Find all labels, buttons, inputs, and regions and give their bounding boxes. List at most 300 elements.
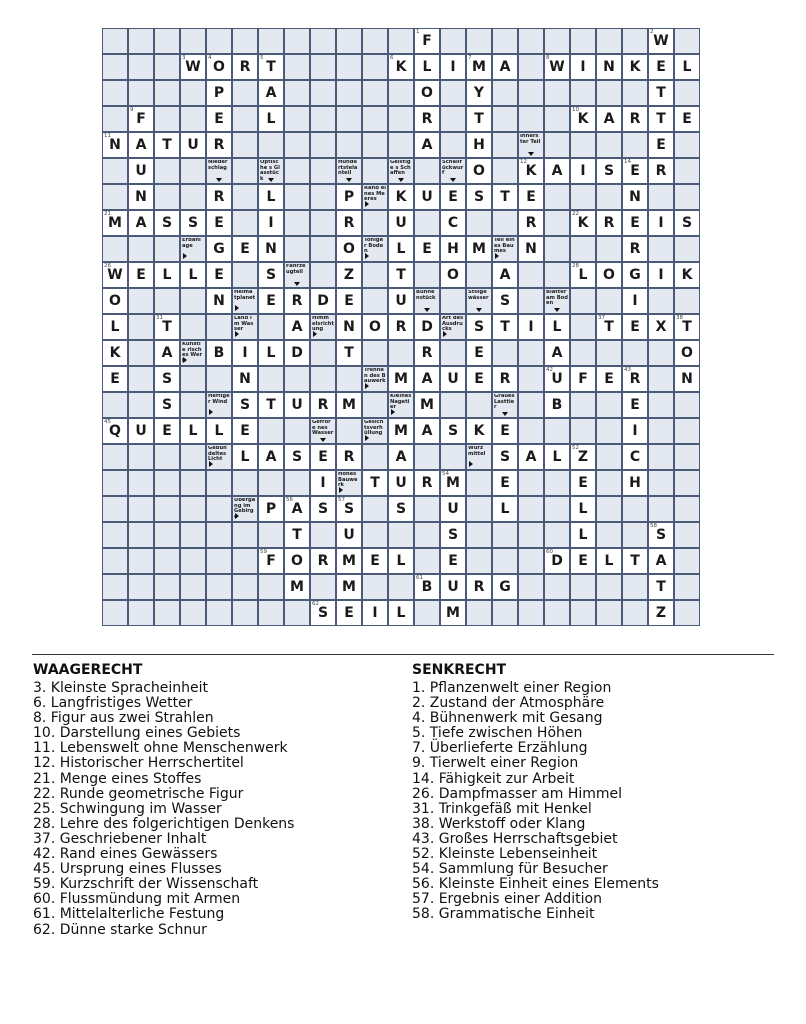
letter-cell[interactable] [388, 210, 414, 236]
letter-cell[interactable] [258, 340, 284, 366]
letter-cell[interactable] [622, 314, 648, 340]
letter-cell[interactable] [570, 158, 596, 184]
letter-cell[interactable] [128, 106, 154, 132]
letter-cell[interactable] [466, 314, 492, 340]
cell-letter: R [239, 59, 251, 75]
letter-cell[interactable] [596, 262, 622, 288]
empty-cell [648, 236, 674, 262]
letter-cell[interactable] [388, 54, 414, 80]
letter-cell[interactable] [622, 54, 648, 80]
empty-cell [362, 80, 388, 106]
letter-cell[interactable] [388, 548, 414, 574]
letter-cell[interactable] [466, 54, 492, 80]
letter-cell[interactable] [232, 392, 258, 418]
letter-cell[interactable] [310, 470, 336, 496]
letter-cell[interactable] [622, 262, 648, 288]
letter-cell[interactable] [258, 444, 284, 470]
across-clue: 8. Figur aus zwei Strahlen [33, 710, 214, 727]
empty-cell [414, 158, 440, 184]
letter-cell[interactable] [128, 418, 154, 444]
letter-cell[interactable] [622, 236, 648, 262]
empty-cell [362, 28, 388, 54]
letter-cell[interactable] [648, 522, 674, 548]
letter-cell[interactable] [466, 366, 492, 392]
letter-cell[interactable] [570, 106, 596, 132]
letter-cell[interactable] [440, 600, 466, 626]
cell-letter: E [474, 371, 484, 387]
cell-letter: T [162, 319, 172, 335]
letter-cell[interactable] [622, 418, 648, 444]
cell-letter: L [552, 449, 562, 465]
letter-cell[interactable] [674, 262, 700, 288]
letter-cell[interactable] [102, 288, 128, 314]
letter-cell[interactable] [336, 262, 362, 288]
letter-cell[interactable] [440, 262, 466, 288]
cell-letter: W [549, 59, 565, 75]
letter-cell[interactable] [258, 80, 284, 106]
letter-cell[interactable] [232, 418, 258, 444]
letter-cell[interactable] [258, 54, 284, 80]
letter-cell[interactable] [492, 366, 518, 392]
letter-cell[interactable] [492, 262, 518, 288]
clue-number: 3 [182, 55, 186, 61]
letter-cell[interactable] [310, 444, 336, 470]
letter-cell[interactable] [648, 574, 674, 600]
letter-cell[interactable] [596, 548, 622, 574]
cell-letter: C [629, 449, 641, 465]
letter-cell[interactable] [206, 132, 232, 158]
letter-cell[interactable] [102, 314, 128, 340]
letter-cell[interactable] [440, 548, 466, 574]
down-clue: 57. Ergebnis einer Addition [412, 891, 602, 908]
letter-cell[interactable] [154, 314, 180, 340]
letter-cell[interactable] [258, 496, 284, 522]
cell-letter: S [317, 605, 329, 621]
letter-cell[interactable] [544, 340, 570, 366]
letter-cell[interactable] [648, 314, 674, 340]
cell-letter: T [266, 397, 276, 413]
letter-cell[interactable] [674, 106, 700, 132]
letter-cell[interactable] [570, 496, 596, 522]
cell-letter: T [500, 189, 510, 205]
letter-cell[interactable] [492, 288, 518, 314]
letter-cell[interactable] [440, 496, 466, 522]
letter-cell[interactable] [206, 418, 232, 444]
letter-cell[interactable] [310, 496, 336, 522]
letter-cell[interactable] [492, 54, 518, 80]
letter-cell[interactable] [648, 28, 674, 54]
letter-cell[interactable] [310, 288, 336, 314]
letter-cell[interactable] [466, 80, 492, 106]
letter-cell[interactable] [388, 314, 414, 340]
letter-cell[interactable] [570, 54, 596, 80]
letter-cell[interactable] [154, 132, 180, 158]
letter-cell[interactable] [388, 366, 414, 392]
letter-cell[interactable] [232, 444, 258, 470]
letter-cell[interactable] [596, 54, 622, 80]
letter-cell[interactable] [518, 314, 544, 340]
letter-cell[interactable] [258, 288, 284, 314]
letter-cell[interactable] [284, 522, 310, 548]
letter-cell[interactable] [362, 470, 388, 496]
letter-cell[interactable] [440, 574, 466, 600]
letter-cell[interactable] [206, 236, 232, 262]
letter-cell[interactable] [284, 574, 310, 600]
letter-cell[interactable] [492, 496, 518, 522]
letter-cell[interactable] [674, 54, 700, 80]
empty-cell [284, 106, 310, 132]
letter-cell[interactable] [622, 548, 648, 574]
empty-cell [518, 522, 544, 548]
letter-cell[interactable] [492, 314, 518, 340]
empty-cell [440, 340, 466, 366]
letter-cell[interactable] [336, 288, 362, 314]
letter-cell[interactable] [336, 210, 362, 236]
empty-cell [258, 600, 284, 626]
letter-cell[interactable] [518, 210, 544, 236]
letter-cell[interactable] [102, 132, 128, 158]
letter-cell[interactable] [544, 314, 570, 340]
letter-cell[interactable] [336, 236, 362, 262]
letter-cell[interactable] [648, 158, 674, 184]
letter-cell[interactable] [310, 548, 336, 574]
empty-cell [622, 80, 648, 106]
letter-cell[interactable] [596, 210, 622, 236]
empty-cell [414, 262, 440, 288]
cell-letter: L [552, 319, 562, 335]
letter-cell[interactable] [154, 366, 180, 392]
letter-cell[interactable] [232, 236, 258, 262]
letter-cell[interactable] [570, 262, 596, 288]
clue-text: Land im Wasser [234, 316, 254, 333]
letter-cell[interactable] [596, 158, 622, 184]
letter-cell[interactable] [258, 548, 284, 574]
letter-cell[interactable] [648, 262, 674, 288]
empty-cell [440, 288, 466, 314]
letter-cell[interactable] [544, 392, 570, 418]
empty-cell [674, 522, 700, 548]
letter-cell[interactable] [388, 418, 414, 444]
letter-cell[interactable] [388, 236, 414, 262]
empty-cell [518, 262, 544, 288]
letter-cell[interactable] [414, 236, 440, 262]
letter-cell[interactable] [206, 54, 232, 80]
letter-cell[interactable] [648, 80, 674, 106]
cell-letter: A [421, 371, 433, 387]
empty-cell [674, 28, 700, 54]
letter-cell[interactable] [622, 184, 648, 210]
cell-letter: N [239, 371, 251, 387]
cell-letter: E [604, 371, 614, 387]
letter-cell[interactable] [180, 132, 206, 158]
letter-cell[interactable] [570, 522, 596, 548]
letter-cell[interactable] [206, 80, 232, 106]
across-clue: 62. Dünne starke Schnur [33, 921, 207, 938]
letter-cell[interactable] [440, 470, 466, 496]
letter-cell[interactable] [206, 288, 232, 314]
letter-cell[interactable] [414, 80, 440, 106]
letter-cell[interactable] [414, 314, 440, 340]
letter-cell[interactable] [648, 106, 674, 132]
letter-cell[interactable] [284, 548, 310, 574]
letter-cell[interactable] [648, 548, 674, 574]
empty-cell [492, 158, 518, 184]
letter-cell[interactable] [622, 470, 648, 496]
letter-cell[interactable] [284, 392, 310, 418]
letter-cell[interactable] [674, 210, 700, 236]
cell-letter: S [161, 371, 173, 387]
letter-cell[interactable] [440, 184, 466, 210]
letter-cell[interactable] [284, 444, 310, 470]
letter-cell[interactable] [414, 574, 440, 600]
letter-cell[interactable] [492, 470, 518, 496]
letter-cell[interactable] [388, 262, 414, 288]
letter-cell[interactable] [466, 236, 492, 262]
letter-cell[interactable] [492, 444, 518, 470]
letter-cell[interactable] [258, 262, 284, 288]
letter-cell[interactable] [388, 288, 414, 314]
letter-cell[interactable] [310, 392, 336, 418]
letter-cell[interactable] [258, 392, 284, 418]
clue-number: 58 [650, 523, 657, 529]
cell-letter: I [242, 345, 248, 361]
letter-cell[interactable] [466, 574, 492, 600]
letter-cell[interactable] [596, 366, 622, 392]
letter-cell[interactable] [232, 54, 258, 80]
letter-cell[interactable] [648, 132, 674, 158]
letter-cell[interactable] [544, 366, 570, 392]
letter-cell[interactable] [674, 340, 700, 366]
cell-letter: E [500, 475, 510, 491]
letter-cell[interactable] [284, 340, 310, 366]
empty-cell [362, 522, 388, 548]
letter-cell[interactable] [206, 106, 232, 132]
letter-cell[interactable] [414, 392, 440, 418]
cell-letter: U [421, 189, 433, 205]
letter-cell[interactable] [518, 184, 544, 210]
letter-cell[interactable] [154, 392, 180, 418]
letter-cell[interactable] [414, 340, 440, 366]
letter-cell[interactable] [336, 496, 362, 522]
cell-letter: R [213, 137, 225, 153]
letter-cell[interactable] [388, 496, 414, 522]
letter-cell[interactable] [258, 106, 284, 132]
letter-cell[interactable] [440, 418, 466, 444]
letter-cell[interactable] [414, 54, 440, 80]
cell-letter: U [395, 475, 407, 491]
letter-cell[interactable] [336, 184, 362, 210]
letter-cell[interactable] [674, 366, 700, 392]
letter-cell[interactable] [570, 548, 596, 574]
letter-cell[interactable] [102, 262, 128, 288]
letter-cell[interactable] [128, 184, 154, 210]
letter-cell[interactable] [492, 418, 518, 444]
letter-cell[interactable] [518, 236, 544, 262]
letter-cell[interactable] [622, 158, 648, 184]
letter-cell[interactable] [258, 236, 284, 262]
letter-cell[interactable] [388, 470, 414, 496]
empty-cell [674, 574, 700, 600]
cell-letter: A [421, 137, 433, 153]
letter-cell[interactable] [674, 314, 700, 340]
letter-cell[interactable] [570, 210, 596, 236]
letter-cell[interactable] [622, 392, 648, 418]
letter-cell[interactable] [128, 158, 154, 184]
letter-cell[interactable] [440, 54, 466, 80]
letter-cell[interactable] [102, 210, 128, 236]
letter-cell[interactable] [284, 288, 310, 314]
letter-cell[interactable] [440, 366, 466, 392]
letter-cell[interactable] [336, 314, 362, 340]
cell-letter: I [320, 475, 326, 491]
letter-cell[interactable] [648, 210, 674, 236]
letter-cell[interactable] [284, 314, 310, 340]
letter-cell[interactable] [544, 54, 570, 80]
letter-cell[interactable] [492, 574, 518, 600]
letter-cell[interactable] [102, 366, 128, 392]
letter-cell[interactable] [440, 522, 466, 548]
letter-cell[interactable] [414, 132, 440, 158]
letter-cell[interactable] [362, 600, 388, 626]
letter-cell[interactable] [622, 366, 648, 392]
empty-cell [440, 444, 466, 470]
letter-cell[interactable] [206, 210, 232, 236]
letter-cell[interactable] [622, 106, 648, 132]
letter-cell[interactable] [492, 184, 518, 210]
letter-cell[interactable] [102, 340, 128, 366]
empty-cell [362, 132, 388, 158]
letter-cell[interactable] [206, 340, 232, 366]
letter-cell[interactable] [518, 158, 544, 184]
letter-cell[interactable] [466, 340, 492, 366]
letter-cell[interactable] [622, 444, 648, 470]
clue-cell [258, 158, 284, 184]
empty-cell [154, 54, 180, 80]
empty-cell [674, 288, 700, 314]
cell-letter: S [681, 215, 693, 231]
empty-cell [154, 106, 180, 132]
letter-cell[interactable] [336, 444, 362, 470]
letter-cell[interactable] [128, 210, 154, 236]
letter-cell[interactable] [180, 210, 206, 236]
letter-cell[interactable] [336, 574, 362, 600]
letter-cell[interactable] [154, 340, 180, 366]
letter-cell[interactable] [258, 210, 284, 236]
cell-letter: K [525, 163, 537, 179]
arrow-right-icon [365, 383, 369, 389]
letter-cell[interactable] [388, 444, 414, 470]
letter-cell[interactable] [232, 340, 258, 366]
letter-cell[interactable] [336, 548, 362, 574]
letter-cell[interactable] [466, 158, 492, 184]
empty-cell [128, 340, 154, 366]
letter-cell[interactable] [414, 28, 440, 54]
cell-letter: D [421, 319, 433, 335]
letter-cell[interactable] [180, 418, 206, 444]
cell-letter: Q [109, 423, 121, 439]
letter-cell[interactable] [518, 444, 544, 470]
letter-cell[interactable] [596, 106, 622, 132]
letter-cell[interactable] [180, 262, 206, 288]
letter-cell[interactable] [154, 262, 180, 288]
letter-cell[interactable] [596, 314, 622, 340]
letter-cell[interactable] [232, 366, 258, 392]
letter-cell[interactable] [154, 418, 180, 444]
cell-letter: E [214, 111, 224, 127]
letter-cell[interactable] [206, 262, 232, 288]
letter-cell[interactable] [544, 158, 570, 184]
letter-cell[interactable] [570, 366, 596, 392]
cell-letter: T [656, 111, 666, 127]
cell-letter: A [135, 215, 147, 231]
letter-cell[interactable] [466, 418, 492, 444]
letter-cell[interactable] [128, 132, 154, 158]
letter-cell[interactable] [466, 132, 492, 158]
letter-cell[interactable] [440, 236, 466, 262]
letter-cell[interactable] [414, 366, 440, 392]
letter-cell[interactable] [440, 210, 466, 236]
letter-cell[interactable] [414, 418, 440, 444]
empty-cell [570, 574, 596, 600]
letter-cell[interactable] [180, 54, 206, 80]
letter-cell[interactable] [648, 54, 674, 80]
letter-cell[interactable] [570, 470, 596, 496]
letter-cell[interactable] [362, 314, 388, 340]
letter-cell[interactable] [362, 548, 388, 574]
empty-cell [180, 600, 206, 626]
clue-number: 11 [104, 133, 111, 139]
empty-cell [232, 80, 258, 106]
letter-cell[interactable] [414, 184, 440, 210]
letter-cell[interactable] [310, 600, 336, 626]
empty-cell [544, 418, 570, 444]
empty-cell [544, 210, 570, 236]
letter-cell[interactable] [388, 184, 414, 210]
cell-letter: E [110, 371, 120, 387]
empty-cell [388, 340, 414, 366]
letter-cell[interactable] [336, 392, 362, 418]
clue-text: Gebün deltes Licht [208, 446, 227, 463]
letter-cell[interactable] [622, 210, 648, 236]
letter-cell[interactable] [128, 262, 154, 288]
letter-cell[interactable] [544, 548, 570, 574]
letter-cell[interactable] [414, 470, 440, 496]
letter-cell[interactable] [206, 184, 232, 210]
cell-letter: N [681, 371, 693, 387]
letter-cell[interactable] [570, 444, 596, 470]
letter-cell[interactable] [154, 210, 180, 236]
letter-cell[interactable] [648, 600, 674, 626]
letter-cell[interactable] [336, 600, 362, 626]
letter-cell[interactable] [102, 418, 128, 444]
empty-cell [414, 548, 440, 574]
empty-cell [102, 236, 128, 262]
letter-cell[interactable] [284, 496, 310, 522]
letter-cell[interactable] [466, 106, 492, 132]
letter-cell[interactable] [544, 444, 570, 470]
letter-cell[interactable] [336, 340, 362, 366]
letter-cell[interactable] [388, 600, 414, 626]
empty-cell [154, 184, 180, 210]
letter-cell[interactable] [414, 106, 440, 132]
empty-cell [362, 392, 388, 418]
letter-cell[interactable] [622, 288, 648, 314]
empty-cell [284, 158, 310, 184]
letter-cell[interactable] [258, 184, 284, 210]
down-clue: 56. Kleinste Einheit eines Elements [412, 876, 659, 893]
letter-cell[interactable] [466, 184, 492, 210]
letter-cell[interactable] [336, 522, 362, 548]
